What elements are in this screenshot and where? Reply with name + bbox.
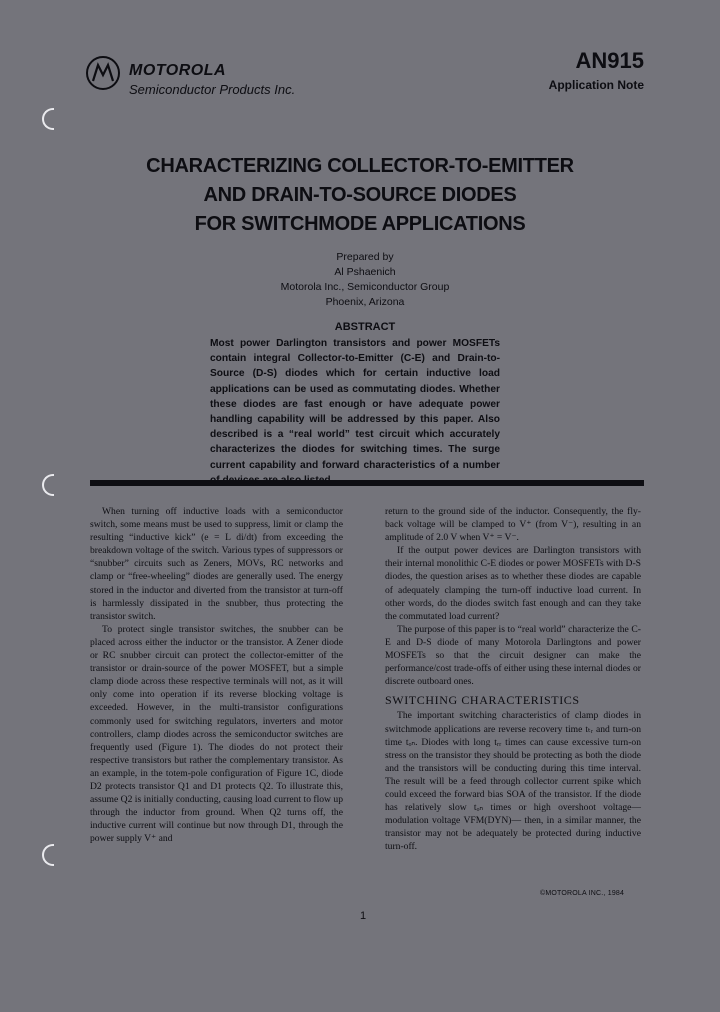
motorola-batwing-icon <box>88 58 118 88</box>
author-name: Al Pshaenich <box>334 266 396 278</box>
division-name: Semiconductor Products Inc. <box>129 82 296 97</box>
section-heading: SWITCHING CHARACTERISTICS <box>385 693 580 708</box>
title-line-3: FOR SWITCHMODE APPLICATIONS <box>194 213 526 235</box>
document-title <box>0 152 720 239</box>
author-affiliation: Motorola Inc., Semiconductor Group <box>280 281 450 293</box>
motorola-logo <box>86 56 120 90</box>
body-left-column <box>90 505 343 845</box>
section-divider <box>90 480 644 486</box>
application-note-label: Application Note <box>548 78 644 92</box>
author-location: Phoenix, Arizona <box>325 296 405 308</box>
body-paragraph: If the output power devices are Darlington transistors with their internal monolithic C-E diodes or power MOSFETs with D-S diodes, the question arises as to whether these diodes are capable of adequately clamping the turn-off inductive load current. In other words, do the diodes switch fast enough and can they take the commutated load current? <box>385 545 641 622</box>
body-right-column <box>385 505 641 853</box>
prepared-label: Prepared by <box>336 251 394 263</box>
copyright-notice: ©MOTOROLA INC., 1984 <box>540 890 625 897</box>
body-paragraph: To protect single transistor switches, the snubber can be placed across either the inductor or the transistor. A Zener diode or RC snubber circuit can protect the collector-emitter of the transistor or drain-source of the power MOSFET, but a simple clamp diode across these respective terminals will not, as it will only come into operation if its reverse blocking voltage is exceeded. However, in the multi-transistor configurations commonly used for switching regulators, inverters and motor controllers, clamp diodes across the semiconductor switches are frequently used (Figure 1). The diodes do not protect their respective transistors but rather the complementary transistor. As an example, in the totem-pole configuration of Figure 1C, diode D2 protects transistor Q1 and D1 protects Q2. To illustrate this, assume Q2 is initially conducting, causing load current to flow up through the inductor from ground. When Q2 turns off, the inductive current will continue but now through D1, through the power supply V⁺ and <box>90 623 343 845</box>
binder-hole-icon <box>42 474 54 496</box>
binder-hole-icon <box>42 844 54 866</box>
title-line-2: AND DRAIN-TO-SOURCE DIODES <box>203 184 517 206</box>
abstract-heading: ABSTRACT <box>334 321 396 333</box>
body-paragraph: When turning off inductive loads with a semiconductor switch, some means must be used to suppress, limit or clamp the resulting “inductive kick” (e = L di/dt) from exceeding the breakdown voltage of the switch. Various types of suppressors or “snubber” circuits such as Zeners, MOVs, RC networks and clamp or “free-wheeling” diodes are generally used. The energy stored in the inductor and diverted from the transistor at turn-off is harmlessly dissipated in the snubber, thus protecting the transistor switch. <box>90 506 343 622</box>
title-line-1: CHARACTERIZING COLLECTOR-TO-EMITTER <box>146 155 574 177</box>
abstract-text: Most power Darlington transistors and power MOSFETs contain integral Collector-to-Emitter (C-E) and Drain-to-Source (D-S) diodes which for certain inductive load applications can be used as commutating diodes. Whether these diodes are fast enough or have adequate power handling capability will be addressed by this paper. Also described is a “real world” test circuit which accurately characterizes the diodes for switching times. The surge current capability and forward characteristics of a number <box>210 338 500 471</box>
body-paragraph: The important switching characteristics of clamp diodes in switchmode applications are reverse recovery time tₜᵣ and turn-on time tₒₙ. Diodes with long tᵣᵣ times can cause excessive turn-on stress on the transistor they should be protecting as both the diode and the transistors will be conducting during this time interval. The result will be a feed through collector current spike which could exceed the forward bias SOA of the transistor. If the diode has relatively slow tₒₙ times or high overshoot voltage—modulation voltage VFM(DYN)— then, in a similar manner, the transistor may not be adequately be protected during inductive turn-off. <box>385 710 641 853</box>
page-number: 1 <box>360 910 367 922</box>
application-note-number: AN915 <box>575 48 644 73</box>
body-paragraph: The purpose of this paper is to “real world” characterize the C-E and D-S diode of many Motorola Darlingtons and power MOSFETs so that the circuit designer can make the performance/cost trade-offs of either using these internal diodes or discrete outboard ones. <box>385 623 641 688</box>
author-block <box>250 250 480 310</box>
body-paragraph: return to the ground side of the inductor. Consequently, the fly-back voltage will be clamped to V⁺ (from V⁻), resulting in an amplitude of 2.0 V when V⁺ = V⁻. <box>385 506 641 544</box>
brand-name: MOTOROLA <box>129 62 227 79</box>
binder-hole-icon <box>42 108 54 130</box>
